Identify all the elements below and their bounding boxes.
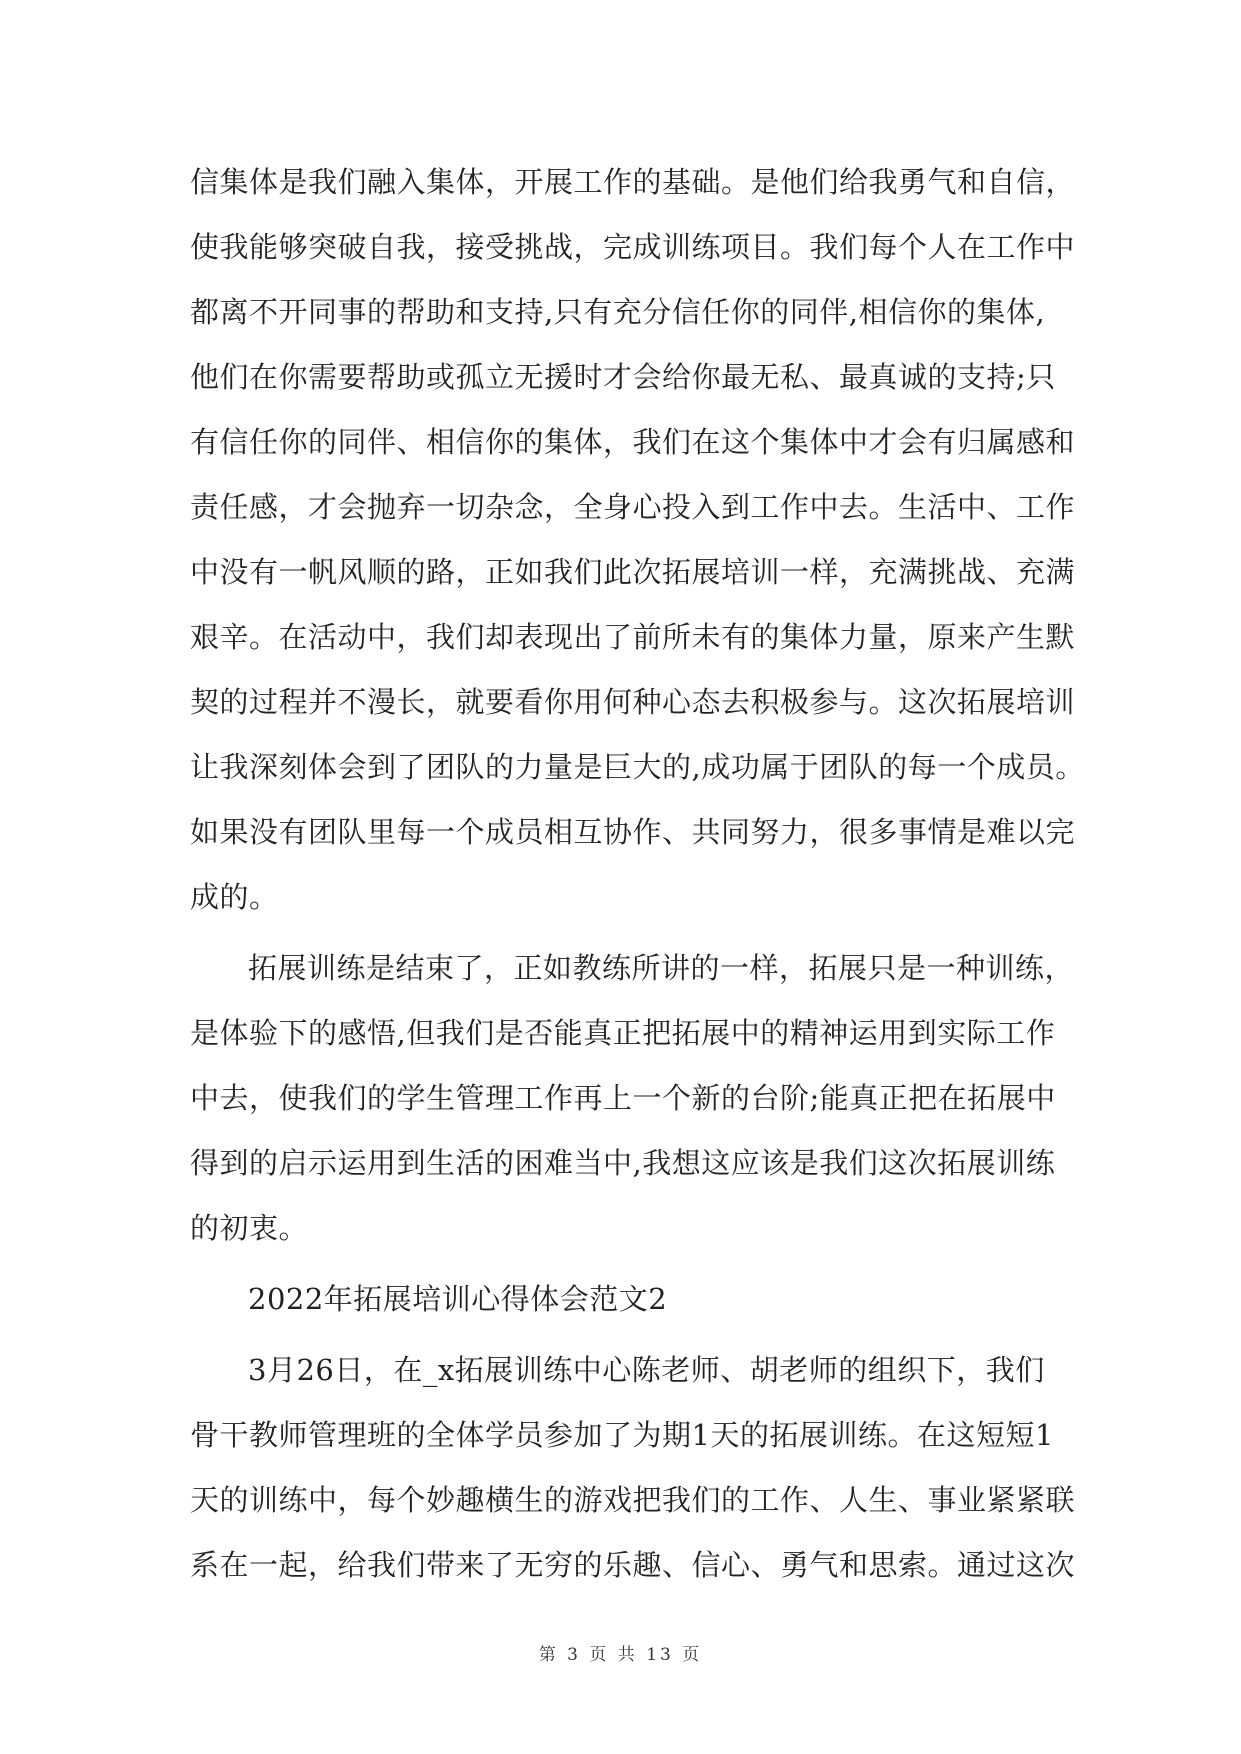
page-number: 第 3 页 共 13 页 <box>538 1645 703 1665</box>
text-line: 得到的启示运用到生活的困难当中,我想这应该是我们这次拓展训练 <box>190 1146 1056 1180</box>
text-line: 拓展训练是结束了，正如教练所讲的一样，拓展只是一种训练， <box>248 951 1075 985</box>
text-line: 都离不开同事的帮助和支持,只有充分信任你的同伴,相信你的集体, <box>190 295 1046 329</box>
text-line: 契的过程并不漫长，就要看你用何种心态去积极参与。这次拓展培训 <box>190 685 1076 719</box>
text-line: 使我能够突破自我，接受挑战，完成训练项目。我们每个人在工作中 <box>190 230 1076 264</box>
text-line: 的初衷。 <box>190 1211 309 1245</box>
text-line: 3月26日，在_x拓展训练中心陈老师、胡老师的组织下，我们 <box>248 1353 1045 1387</box>
text-line: 艰辛。在活动中，我们却表现出了前所未有的集体力量，原来产生默 <box>190 620 1076 654</box>
text-line: 天的训练中，每个妙趣横生的游戏把我们的工作、人生、事业紧紧联 <box>190 1483 1076 1517</box>
text-line: 信集体是我们融入集体，开展工作的基础。是他们给我勇气和自信， <box>190 165 1076 199</box>
body-text <box>190 150 1085 1598</box>
text-line: 是体验下的感悟,但我们是否能真正把拓展中的精神运用到实际工作 <box>190 1016 1056 1050</box>
text-line: 他们在你需要帮助或孤立无援时才会给你最无私、最真诚的支持;只 <box>190 360 1056 394</box>
section-heading: 2022年拓展培训心得体会范文2 <box>248 1282 668 1316</box>
text-line: 让我深刻体会到了团队的力量是巨大的,成功属于团队的每一个成员。 <box>190 750 1085 784</box>
text-line: 有信任你的同伴、相信你的集体，我们在这个集体中才会有归属感和 <box>190 425 1076 459</box>
text-line: 骨干教师管理班的全体学员参加了为期1天的拓展训练。在这短短1 <box>190 1418 1054 1452</box>
text-line: 中没有一帆风顺的路，正如我们此次拓展培训一样，充满挑战、充满 <box>190 555 1076 589</box>
text-line: 责任感，才会抛弃一切杂念，全身心投入到工作中去。生活中、工作 <box>190 490 1076 524</box>
text-line: 成的。 <box>190 880 279 914</box>
text-line: 系在一起，给我们带来了无穷的乐趣、信心、勇气和思索。通过这次 <box>190 1548 1076 1582</box>
text-line: 如果没有团队里每一个成员相互协作、共同努力，很多事情是难以完 <box>190 815 1076 849</box>
text-line: 中去，使我们的学生管理工作再上一个新的台阶;能真正把在拓展中 <box>190 1081 1056 1115</box>
